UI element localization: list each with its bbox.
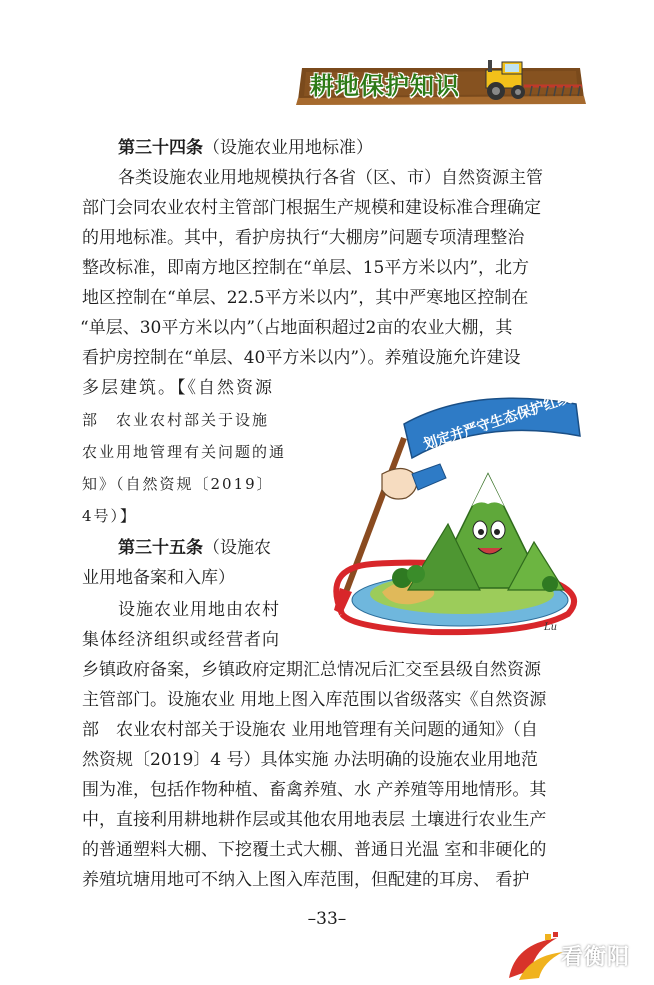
article34-title [118, 133, 373, 163]
article35-line: 乡镇政府备案，乡镇政府定期汇总情况后汇交至县级自然资源 [82, 660, 541, 680]
article34-source-line: 知》（自然资规〔2019〕 [82, 475, 274, 493]
article35-line: 中，直接利用耕地耕作层或其他农用地表层 土壤进行农业生产 [82, 810, 547, 830]
article35-line: 然资规〔2019〕4 号）具体实施 办法明确的设施农业用地范 [82, 750, 538, 770]
illustration-banner-text: 划定并严守生态保护红线 [421, 390, 573, 454]
article34-source-line: 农业用地管理有关问题的通 [82, 443, 287, 461]
article35-line: 围为准，包括作物种植、畜禽养殖、水 产养殖等用地情形。其 [82, 780, 547, 800]
article34-subtitle: （设施农业用地标准） [203, 138, 373, 158]
illustration-signature: Lu [544, 622, 558, 633]
article35-line: 主管部门。设施农业 用地上图入库范围以省级落实《自然资源 [82, 690, 547, 710]
article35-subtitle-cont: 业用地备案和入库） [82, 568, 235, 588]
ecology-redline-illustration [312, 378, 592, 638]
article34-line: 多层建筑。【《自然资源 [82, 378, 274, 398]
article35-line: 养殖坑塘用地可不纳入上图入库范围，但配建的耳房、 看护 [82, 870, 530, 890]
article34-heading: 第三十四条 [118, 138, 203, 158]
article35-line: 设施农业用地由农村 [118, 600, 280, 620]
article34-line: 部门会同农业农村主管部门根据生产规模和建设标准合理确定 [82, 198, 541, 218]
article34-source-line: 部 农业农村部关于设施 [82, 411, 270, 429]
article34-line: “单层、30平方米以内”（占地面积超过2亩的农业大棚，其 [80, 318, 513, 338]
tractor-icon [476, 58, 586, 102]
article34-line: 看护房控制在“单层、40平方米以内”）。养殖设施允许建设 [82, 348, 521, 368]
watermark-text: 看衡阳 [561, 945, 631, 970]
article35-line: 的普通塑料大棚、下挖覆土式大棚、普通日光温 室和非硬化的 [82, 840, 547, 860]
article35-title [118, 533, 271, 563]
article35-line: 部 农业农村部关于设施农 业用地管理有关问题的通知》（自 [82, 720, 538, 740]
article34-line: 整改标准，即南方地区控制在“单层、15平方米以内”，北方 [82, 258, 530, 278]
article35-subtitle: （设施农 [203, 538, 271, 558]
article34-line: 各类设施农业用地规模执行各省（区、市）自然资源主管 [118, 168, 543, 188]
header-title: 耕地保护知识 [310, 72, 460, 100]
article35-line: 集体经济组织或经营者向 [82, 630, 280, 650]
page-number: –33– [307, 909, 347, 929]
article34-line: 地区控制在“单层、22.5平方米以内”，其中严寒地区控制在 [82, 288, 529, 308]
article34-line: 的用地标准。其中，看护房执行“大棚房”问题专项清理整治 [82, 228, 525, 248]
article35-heading: 第三十五条 [118, 538, 203, 558]
article34-source-line: 4号）】 [82, 507, 138, 525]
